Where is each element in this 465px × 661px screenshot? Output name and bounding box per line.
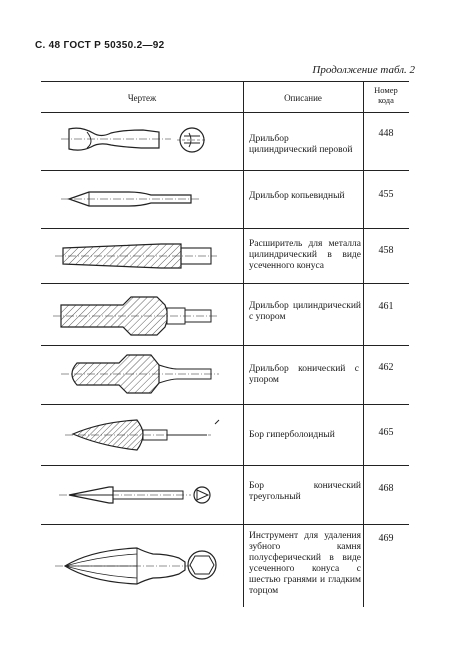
drawing-spear-drill-bit-icon [41,170,243,228]
row-code: 455 [378,189,394,200]
column-header-description: Описание [284,93,322,103]
column-header-code: Номер кода [374,85,398,105]
row-code: 469 [378,533,394,544]
row-code: 461 [378,301,394,312]
row-code: 458 [378,245,394,256]
row-description: Дрильбор конический с упором [249,364,359,385]
row-description: Инструмент для удаления зубного камня полусферический в виде усеченного конуса с шестью гранями и гладким торцом [249,531,361,596]
drawing-reamer-icon [41,228,243,283]
column-divider [363,81,364,607]
row-description: Дрильбор копьевидный [249,191,345,201]
row-description: Бор гиперболоидный [249,430,335,440]
drawing-conical-drill-with-stop-icon [41,345,243,404]
drawing-scaler-instrument-icon [41,524,243,607]
column-header-drawing: Чертеж [127,93,157,103]
row-code: 468 [378,483,394,494]
drawing-feather-drill-bit-icon [41,112,243,170]
row-code: 465 [378,427,394,438]
row-code: 448 [378,128,394,139]
row-description: Дрильбор цилиндрический перовой [249,134,353,155]
row-description: Расширитель для металла цилиндрический в виде усеченного конуса [249,239,361,271]
row-description: Дрильбор цилиндрический с упором [249,301,361,322]
table-continuation-label: Продолжение табл. 2 [312,64,415,76]
table-top-rule [41,81,409,82]
drawing-hyperboloid-bur-icon [41,404,243,465]
page-header: С. 48 ГОСТ Р 50350.2—92 [35,40,165,51]
tools-table [41,81,409,607]
row-code: 462 [378,362,394,373]
drawing-triangular-bur-icon [41,465,243,524]
drawing-cylindrical-drill-with-stop-icon [41,283,243,345]
row-description: Бор конический треугольный [249,481,361,502]
column-divider [243,81,244,607]
